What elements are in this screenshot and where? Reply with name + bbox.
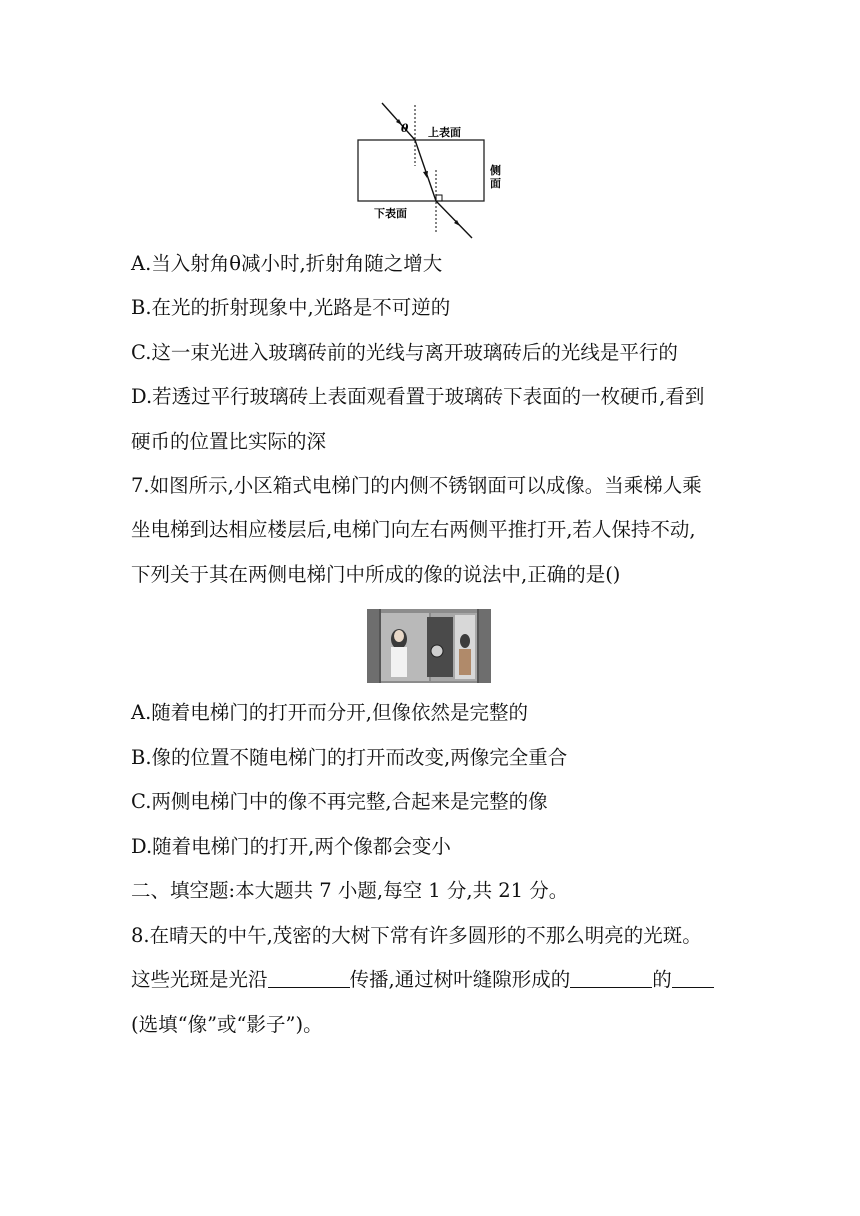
q8-text-3: 的 <box>652 968 672 991</box>
q6-option-d-line2: 硬币的位置比实际的深 <box>131 430 327 453</box>
elevator-door-photo <box>367 609 491 683</box>
q7-option-c: C.两侧电梯门中的像不再完整,合起来是完整的像 <box>131 790 548 813</box>
q8-text-2: 传播,通过树叶缝隙形成的 <box>349 968 571 991</box>
glass-slab <box>358 140 484 201</box>
q7-option-a: A.随着电梯门的打开而分开,但像依然是完整的 <box>131 701 528 724</box>
theta-label: θ <box>401 122 409 135</box>
q7-stem-line2: 坐电梯到达相应楼层后,电梯门向左右两侧平推打开,若人保持不动, <box>131 518 696 541</box>
q6-option-c: C.这一束光进入玻璃砖前的光线与离开玻璃砖后的光线是平行的 <box>131 341 678 364</box>
q8-line2 <box>131 966 714 994</box>
section-heading: 二、填空题:本大题共 7 小题,每空 1 分,共 21 分。 <box>131 879 569 902</box>
glass-slab-refraction-diagram <box>352 100 502 240</box>
right-angle-mark <box>436 195 442 201</box>
side-surface-label-1: 侧 <box>490 164 501 177</box>
q7-option-d: D.随着电梯门的打开,两个像都会变小 <box>131 835 451 858</box>
q6-option-d-line1: D.若透过平行玻璃砖上表面观看置于玻璃砖下表面的一枚硬币,看到 <box>131 385 705 408</box>
answer-blank-3[interactable] <box>672 967 714 988</box>
side-surface-label-2: 面 <box>490 177 501 190</box>
q8-line3: (选填“像”或“影子”)。 <box>131 1013 323 1036</box>
q7-stem-line3: 下列关于其在两侧电梯门中所成的像的说法中,正确的是() <box>131 563 621 586</box>
emergent-ray <box>436 201 472 238</box>
answer-blank-2[interactable] <box>570 967 652 988</box>
q6-option-b: B.在光的折射现象中,光路是不可逆的 <box>131 296 451 319</box>
q8-line1: 8.在晴天的中午,茂密的大树下常有许多圆形的不那么明亮的光斑。 <box>131 924 702 947</box>
q8-text-1: 这些光斑是光沿 <box>131 968 268 991</box>
q6-option-a: A.当入射角θ减小时,折射角随之增大 <box>131 252 443 275</box>
q7-option-b: B.像的位置不随电梯门的打开而改变,两像完全重合 <box>131 746 568 769</box>
top-surface-label: 上表面 <box>428 126 461 139</box>
bottom-surface-label: 下表面 <box>374 207 407 220</box>
q7-stem-line1: 7.如图所示,小区箱式电梯门的内侧不锈钢面可以成像。当乘梯人乘 <box>131 474 702 497</box>
answer-blank-1[interactable] <box>268 967 350 988</box>
refracted-ray <box>415 140 436 201</box>
